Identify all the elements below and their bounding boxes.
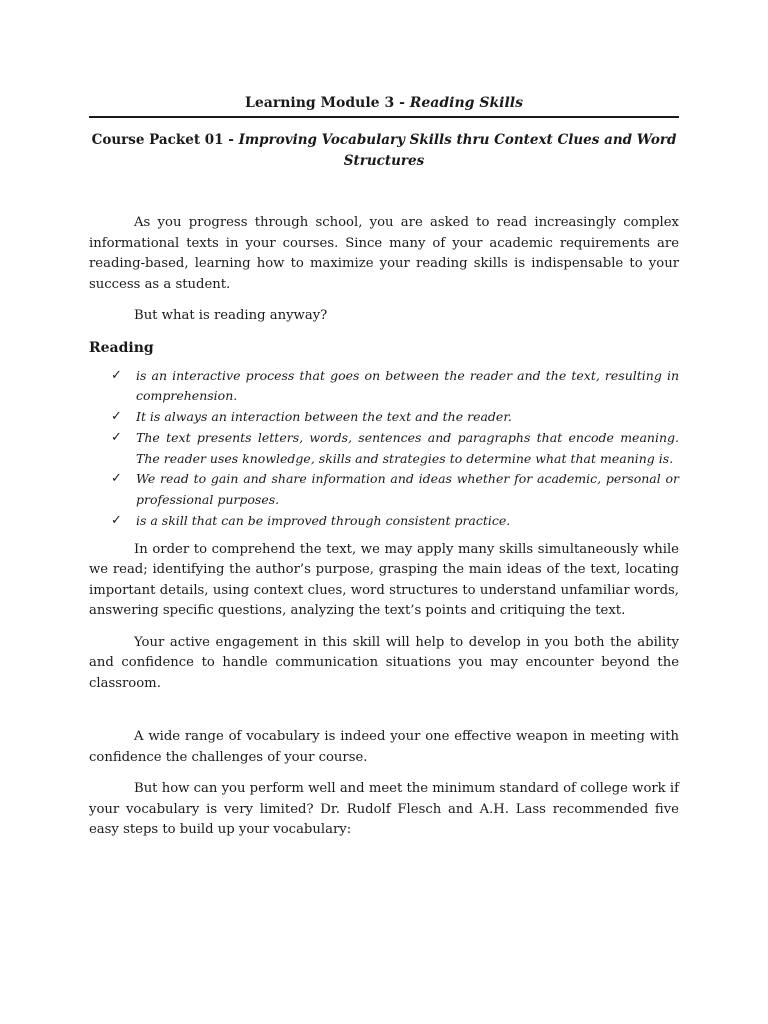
list-item: ✓ is a skill that can be improved through consistent practice. xyxy=(89,511,679,532)
header-divider xyxy=(89,116,679,118)
engagement-paragraph: Your active engagement in this skill will help to develop in you both the ability and confidence to handle communication situations you may encounter beyond the classroom. xyxy=(89,634,679,691)
section-heading-reading: Reading xyxy=(89,339,154,356)
vocabulary-steps-paragraph: But how can you perform well and meet the minimum standard of college work if your vocabulary is very limited? Dr. Rudolf Flesch and A.H. Lass recommended five easy steps to build up your vocabulary: xyxy=(89,781,679,838)
checkmark-icon: ✓ xyxy=(111,471,122,487)
module-header xyxy=(89,94,679,112)
section-spacer xyxy=(89,705,679,727)
module-title: Learning Module 3 - xyxy=(245,95,410,111)
document-body xyxy=(89,213,679,852)
packet-number: Course Packet 01 - xyxy=(91,132,239,148)
checkmark-icon: ✓ xyxy=(111,409,122,425)
list-item: ✓ It is always an interaction between the text and the reader. xyxy=(89,407,679,428)
checkmark-icon: ✓ xyxy=(111,367,122,383)
module-subject: Reading Skills xyxy=(409,95,523,111)
course-packet-title xyxy=(89,130,679,172)
skills-paragraph: In order to comprehend the text, we may apply many skills simultaneously while we read; identifying the author’s purpose, grasping the main ideas of the text, locating important details, using context clues, word structures to understand unfamiliar words, answering specific questions, analyzing the text’s points and critiquing the text. xyxy=(89,541,679,619)
packet-topic: Improving Vocabulary Skills thru Context Clues and Word Structures xyxy=(238,132,677,169)
intro-question: But what is reading anyway? xyxy=(134,308,328,323)
reading-definition-list xyxy=(89,366,679,532)
checkmark-icon: ✓ xyxy=(111,513,122,529)
intro-paragraph: As you progress through school, you are asked to read increasingly complex informational texts in your courses. Since many of your academic requirements are reading-based, learning how to maximize your reading skills is indispensable to your success as a student. xyxy=(89,215,679,292)
list-item: ✓ We read to gain and share information and ideas whether for academic, personal or professional purposes. xyxy=(111,471,679,508)
checkmark-icon: ✓ xyxy=(111,429,122,445)
list-item: ✓ The text presents letters, words, sentences and paragraphs that encode meaning. The reader uses knowledge, skills and strategies to determine what that meaning is. xyxy=(111,429,679,466)
list-item: ✓ is an interactive process that goes on between the reader and the text, resulting in comprehension. xyxy=(111,367,679,404)
vocabulary-paragraph: A wide range of vocabulary is indeed your one effective weapon in meeting with confidence the challenges of your course. xyxy=(89,729,679,765)
